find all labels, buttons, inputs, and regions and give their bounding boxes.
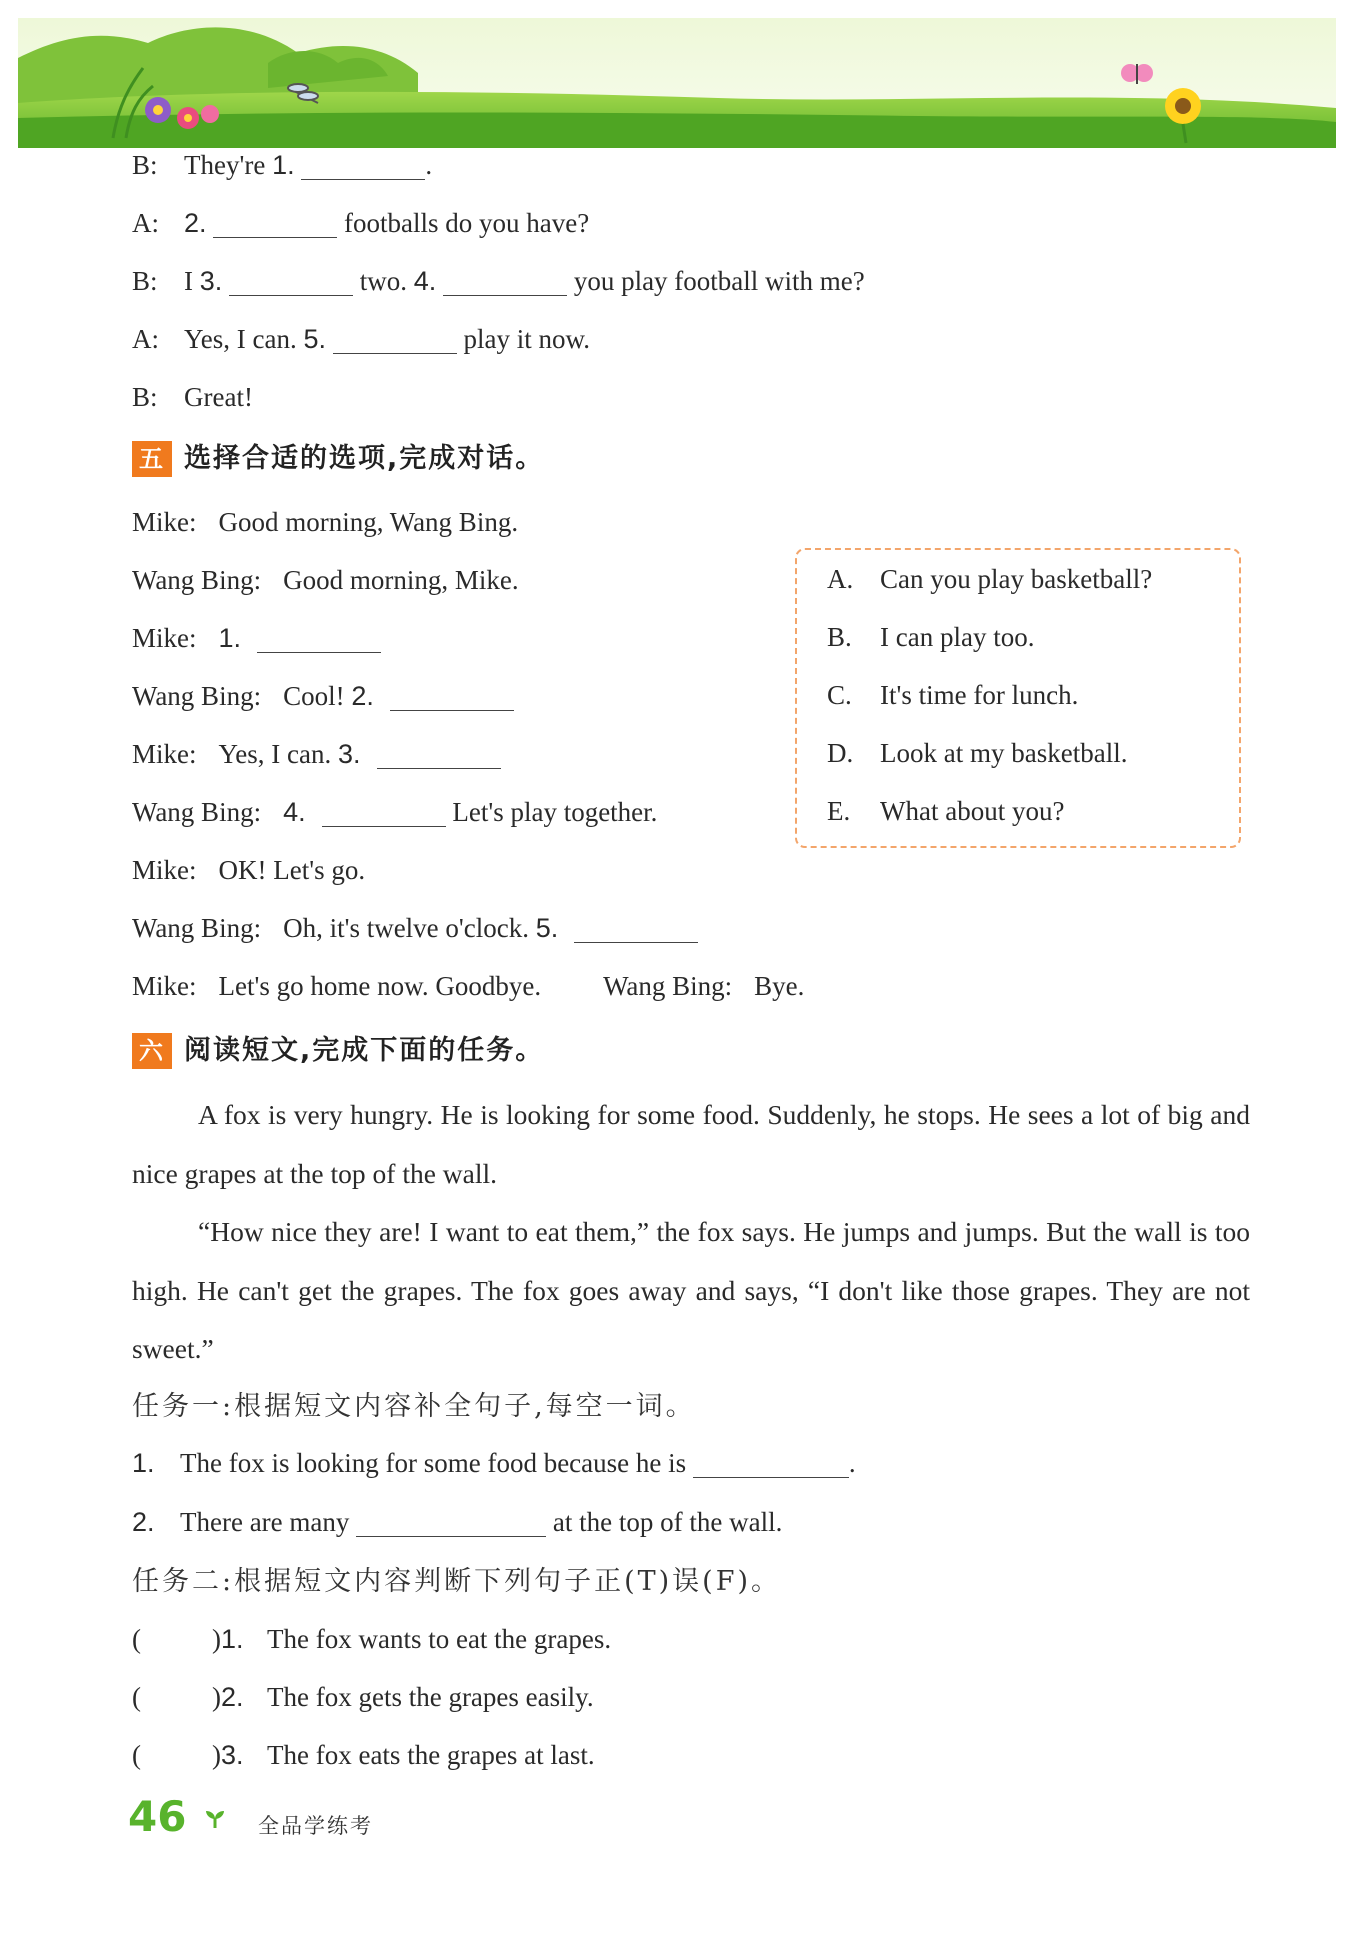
option-text: Can you play basketball? [880,564,1153,594]
dialogue-line [132,206,589,240]
dialogue-line [132,737,501,771]
item-text: The fox gets the grapes easily. [267,1682,594,1712]
dialogue-line [132,853,365,887]
dialogue-line [132,380,253,414]
line-text [295,150,302,180]
close-paren: ) [212,1740,221,1770]
dialogue-line [132,148,432,182]
section-five-badge: 五 [132,441,172,477]
line-text: two. [353,266,414,296]
answer-blank[interactable] [257,630,381,653]
dialogue-line [132,621,381,655]
task-one-item [132,1446,856,1480]
line-text [436,266,443,296]
blank-number: 1. [272,150,295,180]
line-text: play it now. [456,324,591,354]
task-one-item [132,1505,782,1539]
option-letter: A. [827,564,854,594]
blank-number: 3. [199,266,223,296]
option-item[interactable] [827,678,1078,712]
open-paren: ( [132,1682,141,1712]
option-letter: E. [827,796,851,826]
speaker-label: B: [132,382,158,412]
task-two-title: 任务二:根据短文内容判断下列句子正(T)误(F)。 [132,1566,781,1597]
passage-paragraph-2: “How nice they are! I want to eat them,” the fox says. He jumps and jumps. But the wall is too high. He can't get the grapes. The fox goes away and says, “I don't like those grapes. They are not sweet.” [132,1216,1250,1364]
dialogue-line [132,795,657,829]
line-text: Oh, it's twelve o'clock. [283,913,536,943]
answer-slot[interactable] [142,1738,212,1772]
line-text: I [184,266,200,296]
option-text: I can play too. [880,622,1035,652]
answer-blank[interactable] [390,688,514,711]
blank-number: 5. [535,913,559,943]
item-number: 3. [221,1740,244,1770]
dialogue-line [132,911,698,945]
line-text: Good morning, Mike. [283,565,519,595]
speaker-label: B: [132,150,158,180]
speaker-label: Wang Bing: [132,797,262,827]
line-text: Let's play together. [445,797,658,827]
speaker-label: Wang Bing: [132,681,262,711]
line-text: Cool! [283,681,352,711]
blank-number: 2. [184,208,207,238]
answer-blank[interactable] [213,215,337,238]
section-five-header [132,441,544,477]
answer-blank[interactable] [693,1455,849,1478]
item-text: The fox wants to eat the grapes. [267,1624,612,1654]
blank-number: 5. [303,324,327,354]
reading-passage [132,1086,1250,1379]
blank-number: 4. [283,797,306,827]
section-six-badge: 六 [132,1033,172,1069]
answer-blank[interactable] [443,273,567,296]
true-false-item [132,1680,594,1714]
line-text: Bye. [754,971,805,1001]
true-false-item [132,1622,611,1656]
line-text: Great! [184,382,253,412]
dialogue-line [132,264,865,298]
answer-blank[interactable] [574,920,698,943]
item-number: 1. [221,1624,244,1654]
speaker-label: Mike: [132,507,197,537]
close-paren: ) [212,1682,221,1712]
line-text: Yes, I can. [218,739,338,769]
speaker-label: B: [132,266,158,296]
item-number: 2. [132,1507,155,1537]
answer-slot[interactable] [142,1680,212,1714]
passage-paragraph-1: A fox is very hungry. He is looking for some food. Suddenly, he stops. He sees a lot of big and nice grapes at the top of the wall. [132,1099,1250,1189]
blank-number: 4. [413,266,437,296]
page-number: 46 [128,1792,187,1841]
item-text: The fox is looking for some food because he is [180,1448,693,1478]
dialogue-line [132,969,804,1003]
line-text: They're [184,150,273,180]
item-text: . [848,1448,856,1478]
answer-blank[interactable] [356,1514,546,1537]
line-text: Good morning, Wang Bing. [218,507,519,537]
options-box [795,548,1241,848]
item-number: 1. [132,1448,155,1478]
item-text: at the top of the wall. [546,1507,783,1537]
item-text: There are many [180,1507,357,1537]
line-text: OK! Let's go. [218,855,366,885]
item-number: 2. [221,1682,244,1712]
speaker-label: Wang Bing: [132,565,262,595]
option-text: What about you? [880,796,1065,826]
answer-blank[interactable] [377,746,501,769]
item-text: The fox eats the grapes at last. [267,1740,595,1770]
blank-number: 3. [338,739,361,769]
dialogue-line [132,679,514,713]
option-text: It's time for lunch. [880,680,1079,710]
section-five-title: 选择合适的选项,完成对话。 [184,443,545,474]
option-item[interactable] [827,736,1127,770]
dialogue-line [132,322,590,356]
option-item[interactable] [827,794,1064,828]
line-text: footballs do you have? [337,208,590,238]
speaker-label: Wang Bing: [603,971,733,1001]
speaker-label: Mike: [132,623,197,653]
line-text: . [425,150,433,180]
section-six-header [132,1033,544,1069]
open-paren: ( [132,1740,141,1770]
brand-name: 全品学练考 [258,1814,373,1838]
line-text: you play football with me? [567,266,865,296]
option-text: Look at my basketball. [880,738,1128,768]
line-text [207,208,214,238]
answer-blank[interactable] [322,804,446,827]
speaker-label: Mike: [132,971,197,1001]
option-item[interactable] [827,562,1152,596]
option-letter: C. [827,680,852,710]
line-text [222,266,229,296]
sprout-icon [204,1808,226,1830]
answer-blank[interactable] [333,331,457,354]
option-letter: D. [827,738,854,768]
option-item[interactable] [827,620,1034,654]
blank-number: 1. [218,623,242,653]
speaker-label: A: [132,324,159,354]
answer-blank[interactable] [301,157,425,180]
speaker-label: Mike: [132,739,197,769]
answer-blank[interactable] [229,273,353,296]
option-letter: B. [827,622,852,652]
speaker-label: Wang Bing: [132,913,262,943]
dialogue-line [132,563,519,597]
answer-slot[interactable] [142,1622,212,1656]
close-paren: ) [212,1624,221,1654]
blank-number: 2. [351,681,374,711]
speaker-label: Mike: [132,855,197,885]
line-text: Let's go home now. Goodbye. [218,971,542,1001]
line-text [326,324,333,354]
true-false-item [132,1738,595,1772]
line-text: Yes, I can. [184,324,304,354]
dialogue-line [132,505,518,539]
task-one-title: 任务一:根据短文内容补全句子,每空一词。 [132,1391,696,1422]
open-paren: ( [132,1624,141,1654]
grass-banner-illustration [18,18,1336,148]
section-six-title: 阅读短文,完成下面的任务。 [184,1035,545,1066]
speaker-label: A: [132,208,159,238]
